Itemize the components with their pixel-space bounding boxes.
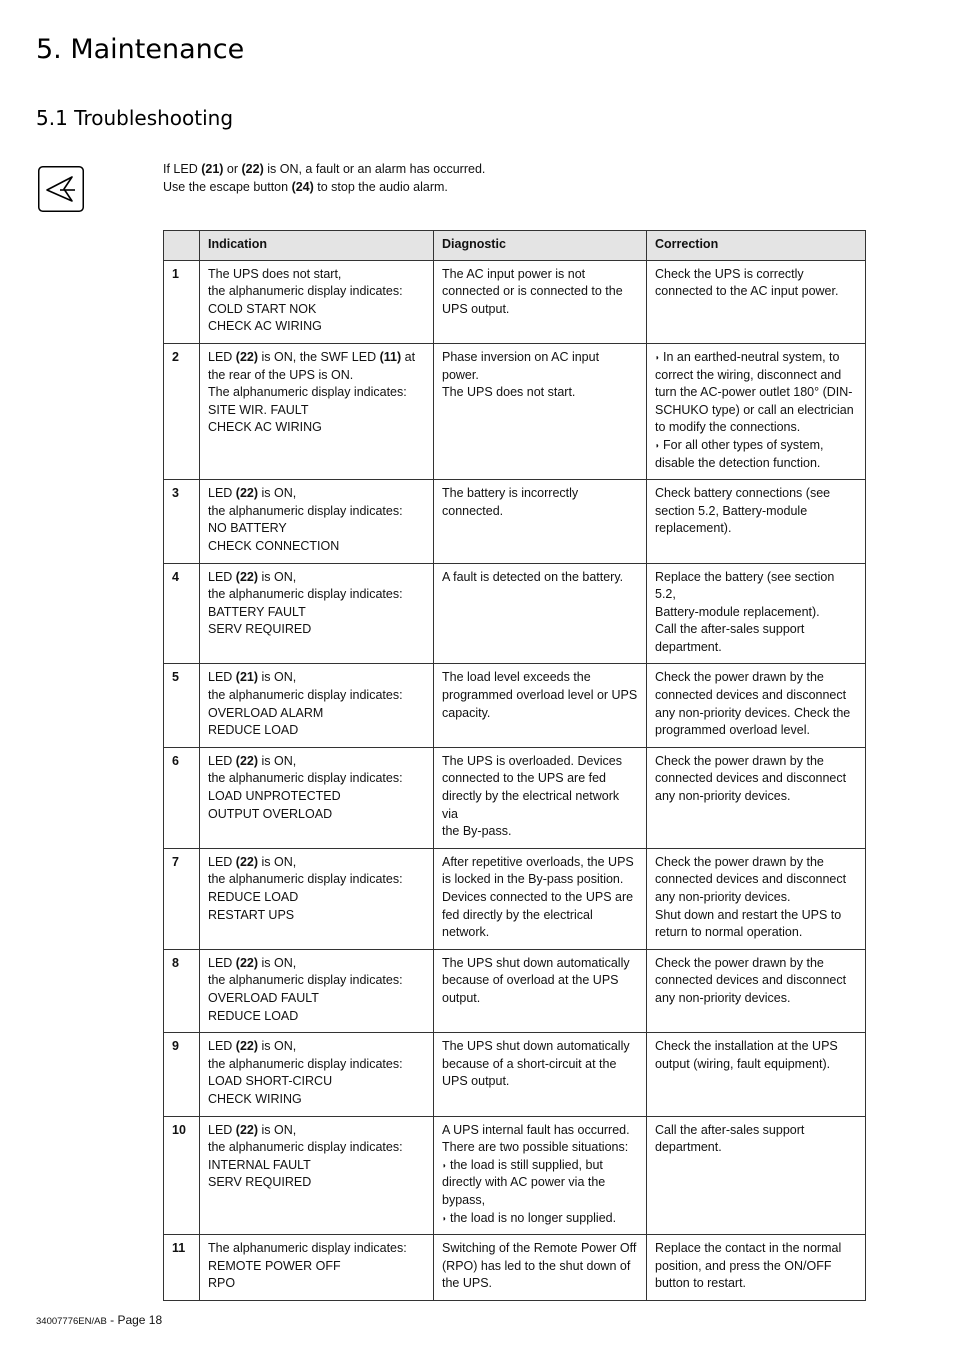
text-line: fed directly by the electrical	[442, 907, 593, 922]
row-number: 4	[164, 563, 200, 664]
troubleshooting-table	[163, 230, 866, 1301]
diagnostic-cell	[434, 1033, 647, 1116]
text-line: is locked in the By-pass position.	[442, 872, 624, 887]
text-line: disable the detection function.	[655, 455, 821, 470]
text-line: CHECK AC WIRING	[208, 319, 322, 334]
correction-cell	[647, 480, 866, 563]
indication-cell	[200, 1033, 434, 1116]
text-line: Call the after-sales support	[655, 622, 805, 637]
text-line: RPO	[208, 1276, 236, 1291]
intro-line: If LED (21) or (22) is ON, a fault or an alarm has occurred.	[163, 162, 486, 176]
text-line: button to restart.	[655, 1276, 747, 1291]
correction-cell	[647, 1116, 866, 1235]
table-row	[164, 848, 866, 949]
section-heading: 5.1 Troubleshooting	[36, 106, 234, 130]
text-line: UPS output.	[442, 1074, 510, 1089]
text-line: Check the UPS is correctly	[655, 266, 804, 281]
correction-cell	[647, 747, 866, 848]
text-line: A fault is detected on the battery.	[442, 569, 624, 584]
text-line: The load level exceeds the	[442, 670, 591, 685]
text-line: connected devices and disconnect	[655, 688, 847, 703]
text-line: the alphanumeric display indicates:	[208, 973, 403, 988]
header-indication: Indication	[200, 231, 434, 261]
text-line: BATTERY FAULT	[208, 604, 306, 619]
text-line: CHECK WIRING	[208, 1091, 302, 1106]
row-number: 5	[164, 664, 200, 747]
text-line: Replace the contact in the normal	[655, 1241, 842, 1256]
table-row	[164, 747, 866, 848]
text-line: OVERLOAD FAULT	[208, 990, 319, 1005]
text-line: ◗ In an earthed-neutral system, to	[655, 349, 857, 367]
text-line: OVERLOAD ALARM	[208, 705, 324, 720]
text-line: the alphanumeric display indicates:	[208, 1140, 403, 1155]
table-row	[164, 1033, 866, 1116]
text-line: the UPS.	[442, 1276, 493, 1291]
text-line: Devices connected to the UPS are	[442, 890, 634, 904]
text-line: REDUCE LOAD	[208, 890, 299, 904]
text-line: LOAD SHORT-CIRCU	[208, 1074, 333, 1089]
text-line: the alphanumeric display indicates:	[208, 1056, 403, 1071]
text-line: OUTPUT OVERLOAD	[208, 806, 333, 821]
text-line: The UPS shut down automatically	[442, 955, 630, 970]
table-row	[164, 343, 866, 479]
text-line: The UPS does not start.	[442, 385, 576, 400]
text-line: The AC input power is not	[442, 266, 586, 281]
indication-cell	[200, 480, 434, 563]
text-line: ◗ For all other types of system,	[655, 437, 857, 455]
text-line: position, and press the ON/OFF	[655, 1258, 832, 1273]
text-line: the By-pass.	[442, 824, 512, 839]
text-line: COLD START NOK	[208, 301, 317, 316]
text-line: connected to the AC input power.	[655, 284, 839, 299]
text-line: return to normal operation.	[655, 925, 803, 940]
text-line: ◗ the load is still supplied, but	[442, 1157, 638, 1175]
text-line: A UPS internal fault has occurred.	[442, 1122, 630, 1137]
text-line: the alphanumeric display indicates:	[208, 284, 403, 299]
row-number: 8	[164, 949, 200, 1032]
intro-line: Use the escape button (24) to stop the audio alarm.	[163, 180, 448, 194]
text-line: LED (22) is ON,	[208, 854, 297, 869]
correction-cell	[647, 343, 866, 479]
row-number: 3	[164, 480, 200, 563]
text-line: LED (22) is ON,	[208, 1039, 297, 1054]
text-line: LED (22) is ON,	[208, 955, 297, 970]
text-line: INTERNAL FAULT	[208, 1157, 311, 1172]
row-number: 2	[164, 343, 200, 479]
text-line: any non-priority devices.	[655, 990, 791, 1005]
header-number	[164, 231, 200, 261]
diagnostic-cell	[434, 848, 647, 949]
correction-cell	[647, 848, 866, 949]
text-line: connected to the UPS are fed	[442, 771, 606, 786]
text-line: Check the installation at the UPS	[655, 1039, 838, 1054]
text-line: connected devices and disconnect	[655, 771, 847, 786]
text-line: CHECK AC WIRING	[208, 420, 322, 435]
indication-cell	[200, 949, 434, 1032]
text-line: turn the AC-power outlet 180° (DIN-	[655, 385, 853, 400]
text-line: replacement).	[655, 521, 732, 536]
header-diagnostic: Diagnostic	[434, 231, 647, 261]
text-line: REDUCE LOAD	[208, 723, 299, 738]
text-line: REDUCE LOAD	[208, 1008, 299, 1023]
doc-code: 34007776EN/AB	[36, 1316, 107, 1327]
row-number: 10	[164, 1116, 200, 1235]
diagnostic-cell	[434, 747, 647, 848]
correction-cell	[647, 1235, 866, 1301]
indication-cell	[200, 1235, 434, 1301]
text-line: LED (22) is ON, the SWF LED (11) at	[208, 349, 416, 364]
correction-cell	[647, 664, 866, 747]
text-line: There are two possible situations:	[442, 1140, 629, 1155]
table-row	[164, 949, 866, 1032]
diagnostic-cell	[434, 260, 647, 343]
text-line: because of overload at the UPS	[442, 973, 619, 988]
text-line: the alphanumeric display indicates:	[208, 688, 403, 703]
indication-cell	[200, 747, 434, 848]
indication-cell	[200, 260, 434, 343]
table-header-row	[164, 231, 866, 261]
text-line: SERV REQUIRED	[208, 1175, 312, 1190]
text-line: UPS output.	[442, 301, 510, 316]
text-line: section 5.2, Battery-module	[655, 503, 808, 518]
correction-cell	[647, 949, 866, 1032]
correction-cell	[647, 1033, 866, 1116]
text-line: Check battery connections (see	[655, 486, 831, 501]
row-number: 7	[164, 848, 200, 949]
text-line: ◗ the load is no longer supplied.	[442, 1210, 638, 1228]
text-line: the alphanumeric display indicates:	[208, 587, 403, 602]
page-number: - Page 18	[106, 1313, 163, 1327]
text-line: the alphanumeric display indicates:	[208, 771, 403, 786]
text-line: network.	[442, 925, 490, 940]
text-line: SCHUKO type) or call an electrician	[655, 402, 854, 417]
text-line: programmed overload level or UPS	[442, 688, 638, 703]
text-line: bypass,	[442, 1192, 486, 1207]
diagnostic-cell	[434, 563, 647, 664]
text-line: department.	[655, 639, 722, 654]
text-line: LOAD UNPROTECTED	[208, 789, 341, 804]
text-line: output.	[442, 990, 481, 1005]
text-line: LED (22) is ON,	[208, 1122, 297, 1137]
row-number: 11	[164, 1235, 200, 1301]
text-line: programmed overload level.	[655, 723, 810, 738]
table-row	[164, 1116, 866, 1235]
text-line: LED (21) is ON,	[208, 670, 297, 685]
bullet-icon: ◗	[442, 1213, 447, 1223]
indication-cell	[200, 664, 434, 747]
text-line: connected.	[442, 503, 504, 518]
page-heading: 5. Maintenance	[36, 34, 245, 65]
text-line: SITE WIR. FAULT	[208, 402, 309, 417]
text-line: the alphanumeric display indicates:	[208, 503, 403, 518]
table-row	[164, 563, 866, 664]
text-line: Phase inversion on AC input power.	[442, 349, 600, 382]
text-line: capacity.	[442, 705, 491, 720]
diagnostic-cell	[434, 343, 647, 479]
table-row	[164, 480, 866, 563]
bullet-icon: ◗	[655, 352, 660, 362]
text-line: any non-priority devices.	[655, 890, 791, 904]
text-line: the rear of the UPS is ON.	[208, 367, 354, 382]
diagnostic-cell	[434, 664, 647, 747]
text-line: department.	[655, 1140, 722, 1155]
text-line: The battery is incorrectly	[442, 486, 579, 501]
row-number: 9	[164, 1033, 200, 1116]
row-number: 1	[164, 260, 200, 343]
table-row	[164, 664, 866, 747]
text-line: The UPS shut down automatically	[442, 1039, 630, 1054]
text-line: connected devices and disconnect	[655, 973, 847, 988]
diagnostic-cell	[434, 1116, 647, 1235]
text-line: Switching of the Remote Power Off	[442, 1241, 637, 1256]
indication-cell	[200, 563, 434, 664]
text-line: REMOTE POWER OFF	[208, 1258, 341, 1273]
text-line: the alphanumeric display indicates:	[208, 872, 403, 887]
text-line: The UPS is overloaded. Devices	[442, 753, 622, 768]
text-line: directly by the electrical network via	[442, 789, 620, 821]
correction-cell	[647, 563, 866, 664]
text-line: Check the power drawn by the	[655, 753, 824, 768]
text-line: The alphanumeric display indicates:	[208, 385, 407, 400]
text-line: NO BATTERY	[208, 521, 287, 536]
text-line: output (wiring, fault equipment).	[655, 1056, 831, 1071]
text-line: After repetitive overloads, the UPS	[442, 854, 634, 869]
diagnostic-cell	[434, 1235, 647, 1301]
text-line: LED (22) is ON,	[208, 753, 297, 768]
indication-cell	[200, 343, 434, 479]
text-line: Check the power drawn by the	[655, 955, 824, 970]
alarm-speaker-icon	[38, 166, 84, 212]
header-correction: Correction	[647, 231, 866, 261]
text-line: any non-priority devices.	[655, 789, 791, 804]
bullet-icon: ◗	[442, 1160, 447, 1170]
text-line: connected devices and disconnect	[655, 872, 847, 887]
correction-cell	[647, 260, 866, 343]
text-line: Check the power drawn by the	[655, 670, 824, 685]
table-row	[164, 260, 866, 343]
text-line: The alphanumeric display indicates:	[208, 1241, 407, 1256]
text-line: because of a short-circuit at the	[442, 1056, 617, 1071]
text-line: Call the after-sales support	[655, 1122, 805, 1137]
text-line: SERV REQUIRED	[208, 622, 312, 637]
diagnostic-cell	[434, 949, 647, 1032]
text-line: Check the power drawn by the	[655, 854, 824, 869]
indication-cell	[200, 848, 434, 949]
row-number: 6	[164, 747, 200, 848]
text-line: connected or is connected to the	[442, 284, 623, 299]
text-line: The UPS does not start,	[208, 266, 342, 281]
text-line: any non-priority devices. Check the	[655, 705, 851, 720]
page-footer	[36, 1313, 162, 1327]
text-line: (RPO) has led to the shut down of	[442, 1258, 631, 1273]
text-line: RESTART UPS	[208, 907, 295, 922]
indication-cell	[200, 1116, 434, 1235]
text-line: Shut down and restart the UPS to	[655, 907, 842, 922]
table-row	[164, 1235, 866, 1301]
text-line: correct the wiring, disconnect and	[655, 367, 842, 382]
text-line: Battery-module replacement).	[655, 604, 820, 619]
diagnostic-cell	[434, 480, 647, 563]
text-line: CHECK CONNECTION	[208, 538, 340, 553]
intro-text	[163, 160, 485, 196]
text-line: LED (22) is ON,	[208, 486, 297, 501]
text-line: to modify the connections.	[655, 420, 801, 435]
bullet-icon: ◗	[655, 440, 660, 450]
text-line: Replace the battery (see section 5.2,	[655, 569, 835, 602]
text-line: LED (22) is ON,	[208, 569, 297, 584]
text-line: directly with AC power via the	[442, 1175, 606, 1190]
